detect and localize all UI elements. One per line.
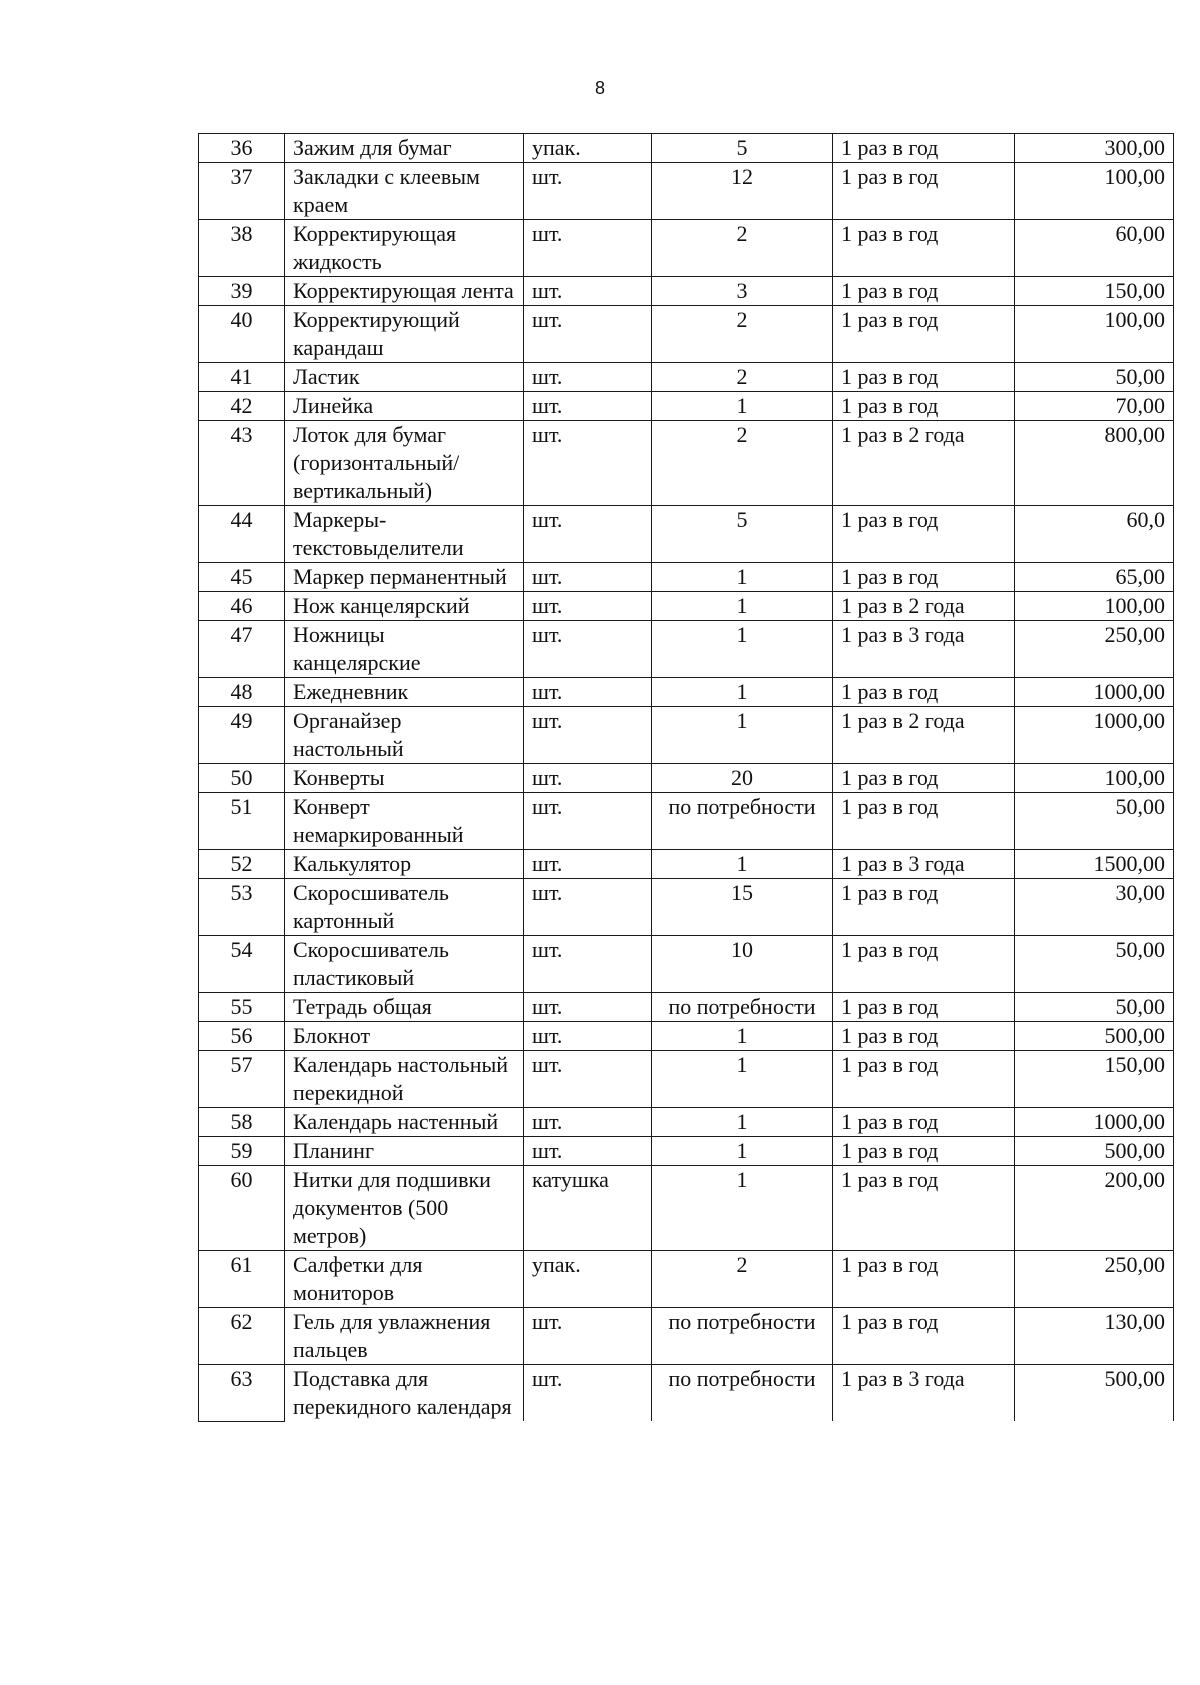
row-number: 38 [199, 220, 285, 277]
item-unit: шт. [524, 220, 652, 277]
item-quantity: 2 [652, 306, 833, 363]
item-quantity: 12 [652, 163, 833, 220]
table-row [199, 506, 1174, 563]
item-unit: шт. [524, 1108, 652, 1137]
item-price: 1000,00 [1015, 1108, 1174, 1137]
item-price: 130,00 [1015, 1308, 1174, 1365]
item-name: Конверт немаркированный [285, 793, 524, 850]
item-quantity: 3 [652, 277, 833, 306]
item-price: 100,00 [1015, 764, 1174, 793]
table-row [199, 421, 1174, 506]
item-unit: шт. [524, 592, 652, 621]
item-unit: шт. [524, 993, 652, 1022]
item-quantity: 15 [652, 879, 833, 936]
item-price: 1000,00 [1015, 707, 1174, 764]
item-frequency: 1 раз в год [833, 563, 1015, 592]
item-unit: шт. [524, 1051, 652, 1108]
row-number: 43 [199, 421, 285, 506]
item-name: Конверты [285, 764, 524, 793]
item-name: Ластик [285, 363, 524, 392]
item-name: Гель для увлажнения пальцев [285, 1308, 524, 1365]
table-row [199, 1108, 1174, 1137]
table-row [199, 1166, 1174, 1251]
item-quantity: 1 [652, 678, 833, 707]
row-number: 52 [199, 850, 285, 879]
item-quantity: 2 [652, 363, 833, 392]
item-name: Блокнот [285, 1022, 524, 1051]
item-name: Календарь настольный перекидной [285, 1051, 524, 1108]
item-unit: шт. [524, 421, 652, 506]
item-unit: шт. [524, 306, 652, 363]
table-row [199, 277, 1174, 306]
table-row [199, 621, 1174, 678]
item-quantity: 1 [652, 1022, 833, 1051]
item-price: 800,00 [1015, 421, 1174, 506]
item-name: Нитки для подшивки документов (500 метров) [285, 1166, 524, 1251]
item-frequency: 1 раз в год [833, 1308, 1015, 1365]
table-row [199, 1308, 1174, 1365]
item-quantity: по потребности [652, 1308, 833, 1365]
item-frequency: 1 раз в год [833, 306, 1015, 363]
table-row [199, 936, 1174, 993]
table-row [199, 306, 1174, 363]
supplies-table [198, 133, 1174, 1422]
item-unit: шт. [524, 1022, 652, 1051]
item-quantity: 1 [652, 1137, 833, 1166]
table-row [199, 850, 1174, 879]
item-frequency: 1 раз в 3 года [833, 850, 1015, 879]
item-name: Корректирующая жидкость [285, 220, 524, 277]
table-row [199, 764, 1174, 793]
row-number: 55 [199, 993, 285, 1022]
row-number: 42 [199, 392, 285, 421]
row-number: 50 [199, 764, 285, 793]
row-number: 49 [199, 707, 285, 764]
item-name: Маркер перманентный [285, 563, 524, 592]
item-name: Лоток для бумаг (горизонтальный/вертикальный) [285, 421, 524, 506]
row-number: 53 [199, 879, 285, 936]
item-frequency: 1 раз в год [833, 1166, 1015, 1251]
row-number: 44 [199, 506, 285, 563]
item-unit: шт. [524, 793, 652, 850]
row-number: 39 [199, 277, 285, 306]
row-number: 56 [199, 1022, 285, 1051]
item-name: Линейка [285, 392, 524, 421]
item-quantity: 5 [652, 506, 833, 563]
item-frequency: 1 раз в год [833, 1108, 1015, 1137]
item-unit: шт. [524, 392, 652, 421]
item-unit: упак. [524, 134, 652, 163]
item-frequency: 1 раз в год [833, 678, 1015, 707]
item-unit: шт. [524, 163, 652, 220]
item-quantity: 1 [652, 1108, 833, 1137]
table-row [199, 163, 1174, 220]
item-name: Подставка для перекидного календаря [285, 1365, 524, 1422]
item-frequency: 1 раз в 2 года [833, 707, 1015, 764]
item-quantity: 20 [652, 764, 833, 793]
item-name: Корректирующая лента [285, 277, 524, 306]
item-price: 150,00 [1015, 1051, 1174, 1108]
item-price: 250,00 [1015, 1251, 1174, 1308]
item-unit: шт. [524, 850, 652, 879]
item-frequency: 1 раз в 3 года [833, 1365, 1015, 1422]
item-price: 150,00 [1015, 277, 1174, 306]
row-number: 37 [199, 163, 285, 220]
item-frequency: 1 раз в год [833, 220, 1015, 277]
item-frequency: 1 раз в год [833, 936, 1015, 993]
item-quantity: по потребности [652, 993, 833, 1022]
row-number: 36 [199, 134, 285, 163]
item-price: 250,00 [1015, 621, 1174, 678]
item-price: 300,00 [1015, 134, 1174, 163]
table-row [199, 1051, 1174, 1108]
item-quantity: 1 [652, 563, 833, 592]
item-price: 50,00 [1015, 363, 1174, 392]
table-row [199, 1251, 1174, 1308]
table-row [199, 993, 1174, 1022]
table-row [199, 592, 1174, 621]
item-unit: шт. [524, 879, 652, 936]
page-number: 8 [594, 78, 605, 98]
item-unit: шт. [524, 621, 652, 678]
item-quantity: 1 [652, 392, 833, 421]
item-frequency: 1 раз в год [833, 363, 1015, 392]
item-name: Зажим для бумаг [285, 134, 524, 163]
item-name: Органайзер настольный [285, 707, 524, 764]
row-number: 46 [199, 592, 285, 621]
item-price: 100,00 [1015, 163, 1174, 220]
item-quantity: 1 [652, 592, 833, 621]
item-frequency: 1 раз в год [833, 506, 1015, 563]
item-unit: шт. [524, 936, 652, 993]
item-frequency: 1 раз в год [833, 277, 1015, 306]
item-unit: шт. [524, 707, 652, 764]
item-unit: шт. [524, 1365, 652, 1422]
item-frequency: 1 раз в год [833, 134, 1015, 163]
item-name: Маркеры-текстовыделители [285, 506, 524, 563]
item-frequency: 1 раз в год [833, 163, 1015, 220]
row-number: 41 [199, 363, 285, 392]
table-row [199, 793, 1174, 850]
item-unit: шт. [524, 1308, 652, 1365]
item-unit: шт. [524, 764, 652, 793]
table-row [199, 678, 1174, 707]
item-unit: шт. [524, 678, 652, 707]
item-frequency: 1 раз в 2 года [833, 421, 1015, 506]
item-name: Калькулятор [285, 850, 524, 879]
item-price: 50,00 [1015, 993, 1174, 1022]
item-price: 500,00 [1015, 1022, 1174, 1051]
table-row [199, 363, 1174, 392]
item-quantity: 1 [652, 850, 833, 879]
item-name: Планинг [285, 1137, 524, 1166]
item-price: 100,00 [1015, 306, 1174, 363]
row-number: 54 [199, 936, 285, 993]
item-name: Корректирующий карандаш [285, 306, 524, 363]
item-quantity: 2 [652, 421, 833, 506]
row-number: 59 [199, 1137, 285, 1166]
item-unit: шт. [524, 363, 652, 392]
table-row [199, 1365, 1174, 1422]
table-row [199, 563, 1174, 592]
item-price: 70,00 [1015, 392, 1174, 421]
item-quantity: 10 [652, 936, 833, 993]
item-frequency: 1 раз в год [833, 392, 1015, 421]
item-unit: шт. [524, 277, 652, 306]
item-frequency: 1 раз в год [833, 1251, 1015, 1308]
item-price: 1500,00 [1015, 850, 1174, 879]
row-number: 61 [199, 1251, 285, 1308]
item-quantity: 1 [652, 1166, 833, 1251]
item-frequency: 1 раз в год [833, 1022, 1015, 1051]
item-name: Тетрадь общая [285, 993, 524, 1022]
item-quantity: 1 [652, 707, 833, 764]
table-row [199, 392, 1174, 421]
item-quantity: 2 [652, 1251, 833, 1308]
item-unit: шт. [524, 563, 652, 592]
item-name: Салфетки для мониторов [285, 1251, 524, 1308]
row-number: 40 [199, 306, 285, 363]
table-row [199, 134, 1174, 163]
item-price: 200,00 [1015, 1166, 1174, 1251]
item-frequency: 1 раз в год [833, 1137, 1015, 1166]
item-name: Скоросшиватель пластиковый [285, 936, 524, 993]
row-number: 60 [199, 1166, 285, 1251]
item-quantity: по потребности [652, 793, 833, 850]
row-number: 58 [199, 1108, 285, 1137]
item-frequency: 1 раз в год [833, 793, 1015, 850]
item-name: Закладки с клеевым краем [285, 163, 524, 220]
item-unit: шт. [524, 1137, 652, 1166]
item-price: 50,00 [1015, 936, 1174, 993]
item-price: 1000,00 [1015, 678, 1174, 707]
item-frequency: 1 раз в 3 года [833, 621, 1015, 678]
table-row [199, 707, 1174, 764]
table-row [199, 1022, 1174, 1051]
item-name: Ежедневник [285, 678, 524, 707]
item-frequency: 1 раз в 2 года [833, 592, 1015, 621]
item-price: 30,00 [1015, 879, 1174, 936]
row-number: 45 [199, 563, 285, 592]
item-quantity: 2 [652, 220, 833, 277]
item-price: 65,00 [1015, 563, 1174, 592]
row-number: 47 [199, 621, 285, 678]
item-price: 500,00 [1015, 1137, 1174, 1166]
row-number: 63 [199, 1365, 285, 1422]
item-price: 500,00 [1015, 1365, 1174, 1422]
item-frequency: 1 раз в год [833, 879, 1015, 936]
item-name: Календарь настенный [285, 1108, 524, 1137]
table-row [199, 879, 1174, 936]
table-row [199, 220, 1174, 277]
item-frequency: 1 раз в год [833, 764, 1015, 793]
item-price: 50,00 [1015, 793, 1174, 850]
item-price: 60,00 [1015, 220, 1174, 277]
item-unit: катушка [524, 1166, 652, 1251]
item-frequency: 1 раз в год [833, 993, 1015, 1022]
item-price: 60,0 [1015, 506, 1174, 563]
row-number: 57 [199, 1051, 285, 1108]
item-frequency: 1 раз в год [833, 1051, 1015, 1108]
item-price: 100,00 [1015, 592, 1174, 621]
item-quantity: 1 [652, 621, 833, 678]
row-number: 62 [199, 1308, 285, 1365]
item-unit: шт. [524, 506, 652, 563]
row-number: 51 [199, 793, 285, 850]
item-quantity: 5 [652, 134, 833, 163]
item-unit: упак. [524, 1251, 652, 1308]
item-name: Ножницы канцелярские [285, 621, 524, 678]
item-quantity: по потребности [652, 1365, 833, 1422]
item-name: Нож канцелярский [285, 592, 524, 621]
row-number: 48 [199, 678, 285, 707]
table-row [199, 1137, 1174, 1166]
item-name: Скоросшиватель картонный [285, 879, 524, 936]
item-quantity: 1 [652, 1051, 833, 1108]
